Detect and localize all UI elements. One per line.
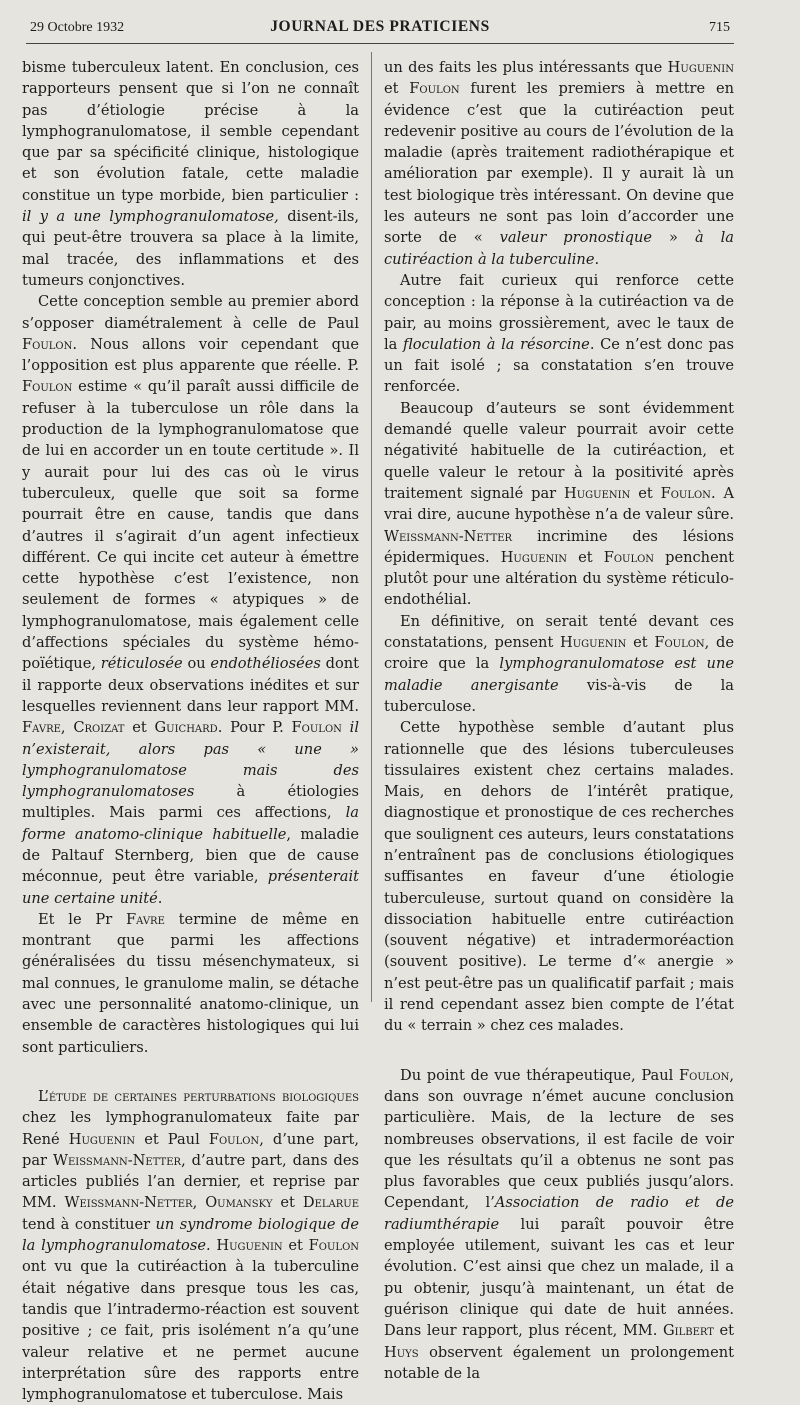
italic-run: la forme anatomo-clinique habituelle bbox=[22, 804, 359, 843]
text-run: furent les premiers à mettre en évidence c’est que la cutiréaction peut redevenir positive au cours de l’évolution de la maladie (après traitement radiothérapique et amélioration par exemple). Il y aurait là un test biologique très intéressant. On devine que les auteurs ne sont pas loin d’accorder une sorte de « bbox=[384, 80, 734, 247]
italic-run: floculation à la résorcine bbox=[402, 335, 590, 353]
text-run: , d’autre part, dans des articles publiés l’an dernier, et reprise par MM. bbox=[22, 1151, 359, 1212]
text-run: un des faits les plus intéressants que bbox=[384, 59, 668, 76]
header-rule bbox=[26, 43, 734, 44]
text-run: . Pour P. bbox=[217, 719, 292, 737]
small-caps-run: Huguenin bbox=[216, 1237, 283, 1255]
text-run: , bbox=[60, 719, 74, 737]
small-caps-run: Favre bbox=[125, 910, 165, 928]
italic-run: lymphogranulomatose est une maladie anergisante bbox=[384, 655, 734, 694]
text-run bbox=[342, 719, 350, 736]
text-run: incrimine des lésions épidermiques. bbox=[384, 527, 734, 566]
small-caps-run: Delarue bbox=[302, 1194, 359, 1212]
text-run: tend à constituer bbox=[22, 1215, 156, 1233]
italic-run: valeur pronostique bbox=[499, 229, 652, 247]
text-run: termine de même en montrant que parmi les affections généralisées du tissu mésenchymateux, si mal connues, le granulome malin, se détache avec une personnalité anatomo-clinique, un ensemble de caractères histologiques qui lui sont particuliers. bbox=[22, 910, 359, 1056]
text-run: . A vrai dire, aucune hypothèse n’a de valeur sûre. bbox=[384, 484, 734, 524]
small-caps-run: Foulon bbox=[22, 335, 73, 353]
text-run: , dans son ouvrage n’émet aucune conclusion particulière. Mais, de la lecture de ses nombreuses observations, il est facile de voir que les résultats qu’il a obtenus ne sont pas plus favorables que ceux publiés jusqu’alors. Cependant, l’ bbox=[384, 1066, 734, 1212]
small-caps-run: Huys bbox=[384, 1343, 419, 1361]
right-column bbox=[384, 57, 734, 1384]
small-caps-run: Huguenin bbox=[564, 484, 631, 502]
small-caps-run: Foulon bbox=[660, 484, 711, 502]
small-caps-run: Foulon bbox=[679, 1066, 730, 1084]
small-caps-run: Oumansky bbox=[205, 1194, 273, 1212]
text-run: , maladie de Paltauf Sternberg, bien que de cause méconnue, peut être variable, bbox=[22, 825, 359, 886]
page-number: 715 bbox=[709, 20, 730, 35]
paragraph bbox=[22, 1086, 359, 1405]
small-caps-run: Favre bbox=[22, 719, 61, 737]
text-run: Du point de vue thérapeutique, Paul bbox=[400, 1066, 680, 1084]
text-run: dont il rapporte deux observations inédites et sur lesquelles reviennent dans leur rapport MM. bbox=[22, 655, 359, 715]
italic-run: Association de radio et de radiumthérapie bbox=[384, 1194, 734, 1233]
text-run: et bbox=[272, 1194, 303, 1212]
text-run: et bbox=[713, 1322, 734, 1340]
left-column bbox=[22, 57, 359, 1405]
small-caps-run: Foulon bbox=[654, 634, 705, 652]
italic-run: il y a une lymphogranulomatose, bbox=[22, 208, 279, 226]
italic-run: endothéliosées bbox=[210, 655, 321, 673]
small-caps-run: Foulon bbox=[308, 1237, 360, 1255]
running-header bbox=[30, 18, 730, 42]
text-run: et Paul bbox=[135, 1130, 209, 1148]
text-run: et bbox=[626, 634, 655, 652]
text-run: et bbox=[282, 1237, 309, 1255]
small-caps-run: Huguenin bbox=[500, 548, 568, 566]
text-run: lui paraît pouvoir être employée utilement, suivant les cas et leur évolution. C’est ainsi que chez un malade, il a pu obtenir, jusqu’à maintenant, un état de guérison clinique qui date de huit années. Dans leur rapport, plus récent, MM. bbox=[384, 1215, 734, 1340]
paragraph bbox=[22, 57, 359, 291]
paragraph bbox=[22, 291, 359, 909]
text-run: et bbox=[567, 548, 604, 566]
small-caps-run: Croizat bbox=[73, 719, 125, 737]
text-run: chez les lymphogranulomateux faite par René bbox=[22, 1109, 359, 1148]
small-caps-run: Weissmann-Netter bbox=[384, 527, 513, 545]
small-caps-run: Foulon bbox=[22, 378, 73, 396]
text-run: penchent plutôt pour une altération du système réticulo-endothélial. bbox=[384, 548, 734, 609]
text-run: . bbox=[157, 889, 163, 907]
paragraph bbox=[384, 717, 734, 1036]
text-run: disent-ils, qui peut-être trouvera sa place à la limite, mal tracée, des inflammations et des tumeurs conjonctives. bbox=[22, 208, 360, 289]
text-run: à étiologies multiples. Mais parmi ces affections, bbox=[22, 783, 359, 822]
italic-run: un syndrome biologique de la lymphogranulomatose. bbox=[22, 1215, 359, 1255]
text-run: . bbox=[594, 250, 600, 268]
italic-run: à la cutiréaction à la tuberculine bbox=[384, 229, 735, 268]
small-caps-run: Foulon bbox=[603, 548, 655, 566]
italic-run: il n’existerait, alors pas « une » lymphogranulomatose mais des lymphogranulomatoses bbox=[22, 719, 360, 801]
journal-title: JOURNAL DES PRATICIENS bbox=[270, 18, 490, 35]
text-run: . Ce n’est donc pas un fait isolé ; sa constatation s’en trouve renforcée. bbox=[384, 335, 734, 396]
small-caps-run: L’étude de certaines perturbations biologiques bbox=[38, 1087, 359, 1105]
text-run: Et le Pr bbox=[38, 910, 126, 928]
small-caps-run: Foulon bbox=[291, 719, 342, 737]
text-run: et bbox=[384, 80, 410, 98]
text-run: , d’une part, par bbox=[22, 1130, 359, 1169]
text-run: En définitive, on serait tenté devant ces constatations, pensent bbox=[384, 612, 734, 652]
paragraph bbox=[384, 398, 734, 611]
text-run: estime « qu’il paraît aussi difficile de refuser à la tuberculose un rôle dans la production de la lymphogranulomatose que de lui en accorder un en toute certitude ». Il y aurait pour lui des cas où le virus tuberculeux, quelle que soit sa forme pourrait être en cause, tandis que dans d’autres il s’agirait d’un agent infectieux différent. Ce qui incite cet auteur à émettre cette hypothèse c’est l’existence, non seulement de formes « atypiques » de lymphogranulomatose, mais également celle d’affections spéciales du système hémo-poïétique, bbox=[22, 378, 359, 673]
text-run: Cette conception semble au premier abord s’opposer diamétralement à celle de Paul bbox=[22, 293, 359, 332]
small-caps-run: Huguenin bbox=[667, 59, 734, 76]
text-run: Beaucoup d’auteurs se sont évidemment demandé quelle valeur pourrait avoir cette négativité habituelle de la cutiréaction, et quelle valeur le retour à la positivité après traitement signalé par bbox=[384, 399, 734, 502]
text-run: ont vu que la cutiréaction à la tuberculine était négative dans presque tous les cas, tandis que l’intradermo-réaction est souvent positive ; ce fait, pris isolément n’a qu’une valeur relative et ne permet aucune interprétation sûre des rapports entre lymphogranulomatose et tuberculose. Mais bbox=[22, 1258, 359, 1404]
text-run: » bbox=[652, 229, 695, 247]
paragraph bbox=[22, 909, 359, 1058]
text-run: et bbox=[124, 719, 155, 737]
text-run: bisme tuberculeux latent. En conclusion, ces rapporteurs pensent que si l’on ne connaît pas d’étiologie précise à la lymphogranulomatose, il semble cependant que par sa spécificité clinique, histologique et son évolution fatale, cette maladie constitue un type morbide, bien particulier : bbox=[22, 59, 359, 204]
text-run: Autre fait curieux qui renforce cette conception : la réponse à la cutiréaction va de pair, au moins grossièrement, avec le taux de la bbox=[384, 271, 734, 353]
text-run: et bbox=[630, 484, 661, 502]
paragraph bbox=[384, 57, 734, 270]
header-date: 29 Octobre 1932 bbox=[30, 20, 125, 35]
paragraph bbox=[384, 1065, 734, 1384]
column-divider bbox=[371, 52, 372, 1002]
small-caps-run: Gilbert bbox=[662, 1322, 714, 1340]
text-run: ou bbox=[182, 655, 211, 673]
italic-run: réticulosée bbox=[100, 655, 183, 673]
small-caps-run: Huguenin bbox=[68, 1130, 136, 1148]
small-caps-run: Foulon bbox=[208, 1130, 260, 1148]
small-caps-run: Weissmann-Netter bbox=[52, 1151, 182, 1169]
paragraph bbox=[384, 270, 734, 398]
small-caps-run: Foulon bbox=[409, 80, 460, 98]
text-run: , de croire que la bbox=[384, 634, 734, 673]
text-run: observent également un prolongement notable de la bbox=[384, 1343, 734, 1382]
text-run: , bbox=[192, 1194, 206, 1212]
italic-run: présenterait une certaine unité bbox=[22, 868, 359, 907]
small-caps-run: Guichard bbox=[154, 719, 218, 737]
small-caps-run: Weissmann-Netter bbox=[64, 1194, 193, 1212]
small-caps-run: Huguenin bbox=[560, 634, 627, 652]
paragraph bbox=[384, 611, 734, 717]
text-run: vis-à-vis de la tuberculose. bbox=[384, 676, 734, 715]
text-run: . Nous allons voir cependant que l’opposition est plus apparente que réelle. P. bbox=[22, 335, 359, 375]
text-run: Cette hypothèse semble d’autant plus rationnelle que des lésions tuberculeuses tissulaires existent chez certains malades. Mais, en dehors de l’intérêt pratique, diagnostique et pronostique de ces recherches que soulignent ces auteurs, leurs constatations n’entraînent pas de conclusions étiologiques suffisantes en faveur d’une étiologie tuberculeuse, surtout quand on considère la dissociation habituelle entre cutiréaction (souvent négative) et intradermoréaction (souvent positive). Le terme d’« anergie » n’est peut-être pas un qualificatif parfait ; mais il rend cependant assez bien compte de l’état du « terrain » chez ces malades. bbox=[384, 719, 734, 1035]
